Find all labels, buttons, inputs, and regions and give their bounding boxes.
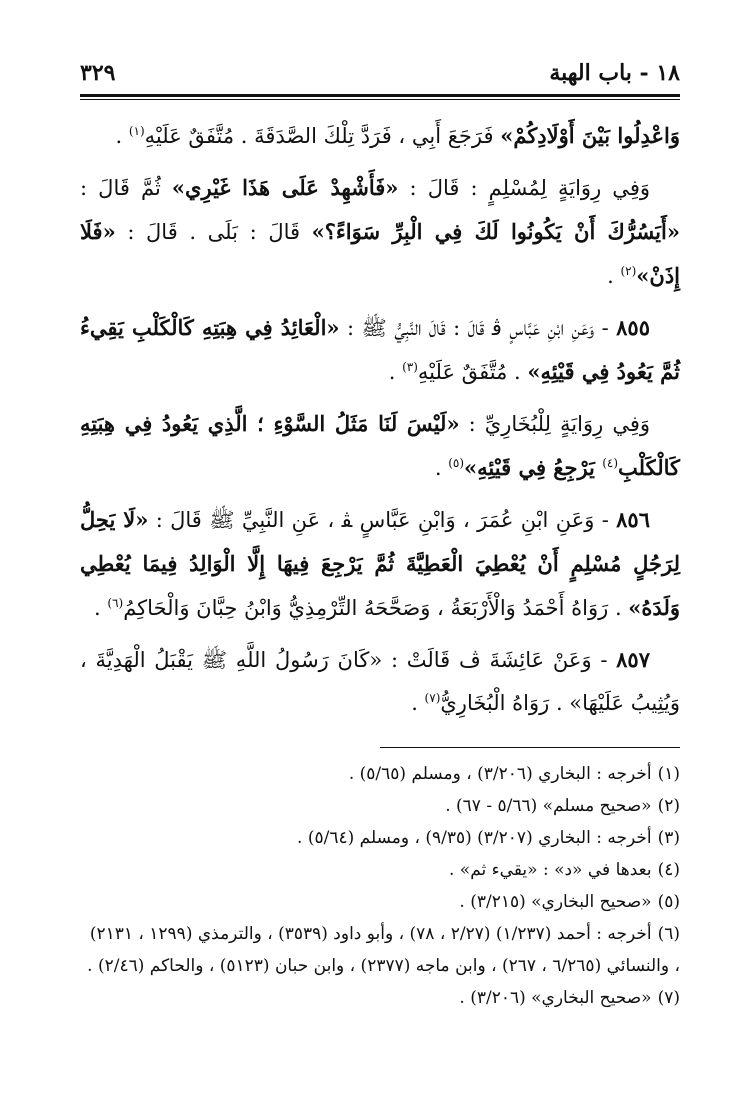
page [80, 58, 680, 1014]
paragraph [80, 498, 680, 630]
text-run: وَاعْدِلُوا بَيْنَ أَوْلَادِكُمْ» [500, 123, 680, 148]
header-rule-thin [80, 99, 680, 100]
footnote-number: (٥) [657, 892, 680, 912]
text-run: ٨٥٥ [616, 315, 650, 340]
text-run: . [434, 456, 449, 480]
footnote [80, 758, 680, 790]
footnote-ref: (٦) [107, 596, 124, 610]
text-run: ثُمَّ قَالَ : [80, 176, 172, 200]
footnote [80, 822, 680, 854]
main-text [80, 114, 680, 725]
footnote-text: أخرجه : أحمد (١/٢٣٧) (٢/٢٧ ، ٧٨) ، وأبو داود (٣٥٣٩) ، والترمذي (١٢٩٩ ، ٢١٣١) ، والنسائي (٦/٢٦٥ ، ٢٦٧) ، وابن ماجه (٢٣٧٧) ، وابن حبان (٥١٢٣) ، والحاكم (٢/٤٦) . [87, 924, 680, 976]
text-run: يَرْجِعُ فِي قَيْئِهِ» [464, 455, 603, 480]
text-run: - وَعَنِ ابْنِ عَبَّاسٍ ﭬ قَالَ : قَالَ النَّبِيُّ ﷺ : [339, 316, 617, 340]
chapter-title: ١٨ - باب الهبة [549, 60, 680, 86]
footnote-number: (٦) [657, 924, 680, 944]
footnote [80, 982, 680, 1014]
paragraph [80, 114, 680, 158]
text-run: . [411, 691, 425, 715]
paragraph [80, 306, 680, 394]
text-run: فَرَجَعَ أَبِي ، فَرَدَّ تِلْكَ الصَّدَقَةَ . مُتَّفَقٌ عَلَيْهِ [144, 124, 501, 148]
text-run: ٨٥٦ [616, 507, 650, 532]
text-run: «أَيَسُرُّكَ أَنْ يَكُونُوا لَكَ فِي الْبِرِّ سَوَاءً؟» [311, 219, 680, 244]
paragraph [80, 402, 680, 490]
text-run: . [388, 360, 403, 384]
footnote-text: «صحيح البخاري» (٣/٢٠٦) . [459, 988, 652, 1008]
footnote [80, 854, 680, 886]
footnote-number: (٣) [657, 828, 680, 848]
text-run: - وَعَنِ ابْنِ عُمَرَ ، وَابْنِ عَبَّاسٍ ﭭ ، عَنِ النَّبِيِّ ﷺ قَالَ : [148, 508, 617, 532]
text-run: . [115, 124, 129, 148]
footnote-ref: (١) [128, 124, 145, 138]
footnote-text: أخرجه : البخاري (٣/٢٠٦) ، ومسلم (٥/٦٥) . [348, 764, 652, 784]
text-run: «فَأَشْهِدْ عَلَى هَذَا غَيْرِي» [171, 175, 399, 200]
footnote-number: (٧) [657, 988, 680, 1008]
text-run: . [94, 596, 108, 620]
paragraph [80, 638, 680, 725]
footnote [80, 918, 680, 982]
header-rule-thick [80, 94, 680, 97]
footnote-number: (١) [657, 764, 680, 784]
text-run: «فَلَا إِذَنْ» [80, 219, 680, 288]
footnote-ref: (٥) [448, 456, 465, 470]
footnote [80, 886, 680, 918]
page-number: ٣٢٩ [80, 60, 116, 86]
footnote-separator [380, 747, 680, 748]
paragraph [80, 166, 680, 298]
footnote-ref: (٧) [424, 691, 441, 705]
text-run: . مُتَّفَقٌ عَلَيْهِ [417, 360, 528, 384]
text-run: «لَيْسَ لَنَا مَثَلُ السَّوْءِ ؛ الَّذِي يَعُودُ فِي هِبَتِهِ كَالْكَلْبِ [80, 411, 680, 480]
text-run: «لَا يَحِلُّ لِرَجُلٍ مُسْلِمٍ أَنْ يُعْطِيَ الْعَطِيَّةَ ثُمَّ يَرْجِعَ فِيهَا إِلَّا الْوَالِدُ فِيمَا يُعْطِي وَلَدَهُ» [80, 507, 680, 620]
text-run: وَفِي رِوَايَةٍ لِمُسْلِمٍ : قَالَ : [398, 176, 650, 200]
text-run: وَفِي رِوَايَةٍ لِلْبُخَارِيِّ : [459, 412, 650, 436]
footnote-text: «صحيح مسلم» (٥/٦٦ - ٦٧) . [445, 796, 652, 816]
text-run: «الْعَائِدُ فِي هِبَتِهِ كَالْكَلْبِ يَقِيءُ ثُمَّ يَعُودُ فِي قَيْئِهِ» [80, 315, 680, 384]
footnote-ref: (٤) [602, 456, 619, 470]
footnote-text: «صحيح البخاري» (٣/٢١٥) . [459, 892, 652, 912]
text-run: ٨٥٧ [616, 647, 650, 672]
footnotes [80, 758, 680, 1014]
text-run: . [607, 264, 621, 288]
footnote-ref: (٣) [402, 360, 418, 374]
footnote-number: (٢) [657, 796, 680, 816]
footnote-ref: (٢) [620, 264, 637, 278]
footnote-text: بعدها في «د» : «يقيء ثم» . [449, 860, 652, 880]
footnote [80, 790, 680, 822]
text-run: قَالَ : بَلَى . قَالَ : [115, 220, 312, 244]
text-run: . رَوَاهُ أَحْمَدُ وَالْأَرْبَعَةُ ، وَصَحَّحَهُ التِّرْمِذِيُّ وَابْنُ حِبَّانَ وَالْحَاكِمُ [123, 596, 629, 620]
footnote-number: (٤) [657, 860, 680, 880]
running-header [80, 58, 680, 92]
footnote-text: أخرجه : البخاري (٣/٢٠٧) (٩/٣٥) ، ومسلم (٥/٦٤) . [297, 828, 652, 848]
text-run: - وَعَنْ عَائِشَةَ ﭪ قَالَتْ : «كَانَ رَسُولُ اللَّهِ ﷺ يَقْبَلُ الْهَدِيَّةَ ، وَيُثِيبُ عَلَيْهَا» . رَوَاهُ الْبُخَارِيُّ [80, 648, 680, 715]
